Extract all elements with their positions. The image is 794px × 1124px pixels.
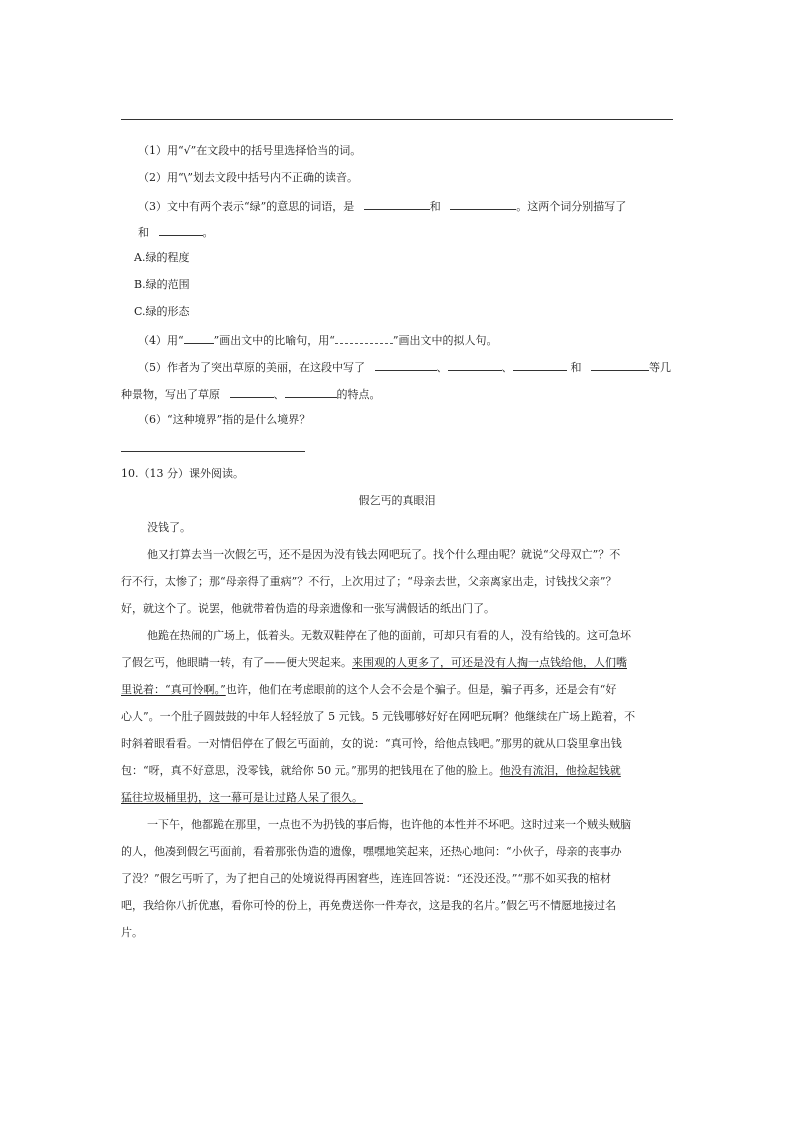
question-5-text-a: （5）作者为了突出草原的美丽，在这段中写了 — [138, 361, 365, 374]
passage-line: 行不行，太惨了；那“母亲得了重病”？不行，上次用过了；“母亲去世，父亲离家出走，讨钱找父亲”？ — [121, 575, 617, 588]
question-5 — [138, 359, 671, 375]
passage-line: 好，就这个了。说罢，他就带着伪造的母亲遗像和一张写满假话的纸出门了。 — [121, 602, 495, 615]
question-5-line-2 — [121, 386, 381, 402]
question-3-line-2 — [138, 224, 214, 240]
answer-blank[interactable] — [230, 386, 274, 398]
question-3-text-b: 。这两个词分别描写了 — [516, 200, 627, 213]
answer-line[interactable] — [121, 451, 305, 452]
answer-blank[interactable] — [448, 359, 502, 371]
question-1: （1）用“√”在文段中的括号里选择恰当的词。 — [138, 144, 362, 157]
passage-line: 他又打算去当一次假乞丐，还不是因为没有钱去网吧玩了。找个什么理由呢？就说“父母双亡”？不 — [147, 548, 621, 561]
passage-line: 的人，他凑到假乞丐面前，看着那张伪造的遗像，嘿嘿地笑起来，还热心地问：“小伙子，母亲的丧事办 — [121, 845, 622, 858]
question-2: （2）用“\”划去文段中括号内不正确的读音。 — [138, 171, 358, 184]
passage-line — [121, 791, 363, 805]
separator: 、 — [273, 388, 285, 401]
straight-line-sample — [184, 332, 214, 344]
option-c: C.绿的形态 — [134, 305, 190, 318]
question-3 — [138, 198, 626, 214]
question-3-and: 和 — [429, 200, 441, 213]
passage-line: 没钱了。 — [147, 521, 191, 534]
question-5-text-b: 等几 — [649, 361, 671, 374]
passage-line — [121, 683, 616, 697]
passage-line: 吧，我给你八折优惠，看你可怜的份上，再免费送你一件寿衣，这是我的名片。”假乞丐不情愿地接过名 — [121, 899, 617, 912]
page-top-rule — [121, 119, 673, 120]
separator: 、 — [436, 361, 448, 374]
passage-line: 了没？”假乞丐听了，为了把自己的处境说得再困窘些，连连回答说：“还没还没。”“那不如买我的棺材 — [121, 872, 611, 885]
answer-blank[interactable] — [159, 224, 203, 236]
answer-blank[interactable] — [513, 359, 567, 371]
passage-line — [121, 656, 627, 670]
answer-blank[interactable] — [450, 198, 516, 210]
question-4-text-a: （4）用“ — [138, 334, 184, 347]
underlined-sentence: 里说着：“真可怜啊。” — [121, 683, 226, 696]
section-10-header: 10.（13 分）课外阅读。 — [121, 467, 244, 480]
question-5-and: 和 — [570, 361, 582, 374]
question-6: （6）“这种境界”指的是什么境界？ — [138, 413, 311, 426]
underlined-sentence: 他没有流泪，他捡起钱就 — [499, 764, 621, 777]
passage-line: 片。 — [121, 926, 143, 939]
question-5-text-d: 的特点。 — [336, 388, 381, 401]
question-3-text-a: （3）文中有两个表示“绿”的意思的词语，是 — [138, 200, 355, 213]
passage-title: 假乞丐的真眼泪 — [358, 494, 436, 507]
passage-line: 时斜着眼看看。一对情侣停在了假乞丐面前，女的说：“真可怜，给他点钱吧。”那男的就从口袋里拿出钱 — [121, 737, 622, 750]
answer-blank[interactable] — [285, 386, 337, 398]
question-3-end: 。 — [202, 226, 214, 239]
passage-text: 包：“呀，真不好意思，没零钱，就给你 50 元。”那男的把钱甩在了他的脸上。 — [121, 764, 500, 777]
separator: 、 — [501, 361, 513, 374]
option-b: B.绿的范围 — [134, 278, 190, 291]
passage-line: 心人”。一个肚子圆鼓鼓的中年人轻轻放了 5 元钱。5 元钱哪够好好在网吧玩啊？他继续在广场上跪着，不 — [121, 710, 636, 723]
question-3-and-2: 和 — [138, 226, 149, 239]
question-4-text-c: ”画出文中的拟人句。 — [392, 334, 498, 347]
answer-blank[interactable] — [364, 198, 430, 210]
passage-text: 了假乞丐，他眼睛一转，有了——便大哭起来。 — [121, 656, 352, 669]
passage-line: 他跪在热闹的广场上，低着头。无数双鞋停在了他的面前，可却只有看的人，没有给钱的。这可急坏 — [147, 629, 631, 642]
underlined-sentence: 猛往垃圾桶里扔，这一幕可是让过路人呆了很久。 — [121, 791, 363, 804]
question-5-text-c: 种景物，写出了草原 — [121, 388, 220, 401]
passage-text: 也许，他们在考虑眼前的这个人会不会是个骗子。但是，骗子再多，还是会有“好 — [225, 683, 617, 696]
passage-line: 一下午，他都跪在那里，一点也不为扔钱的事后悔，也许他的本性并不坏吧。这时过来一个贼头贼脑 — [147, 818, 631, 831]
underlined-sentence: 来围观的人更多了，可还是没有人掏一点钱给他，人们嘴 — [352, 656, 627, 669]
answer-blank[interactable] — [375, 359, 437, 371]
answer-blank[interactable] — [591, 359, 649, 371]
passage-line — [121, 764, 621, 778]
wavy-line-sample — [335, 332, 393, 344]
question-4-text-b: ”画出文中的比喻句，用“ — [213, 334, 335, 347]
option-a: A.绿的程度 — [134, 251, 190, 264]
question-4 — [138, 332, 498, 348]
